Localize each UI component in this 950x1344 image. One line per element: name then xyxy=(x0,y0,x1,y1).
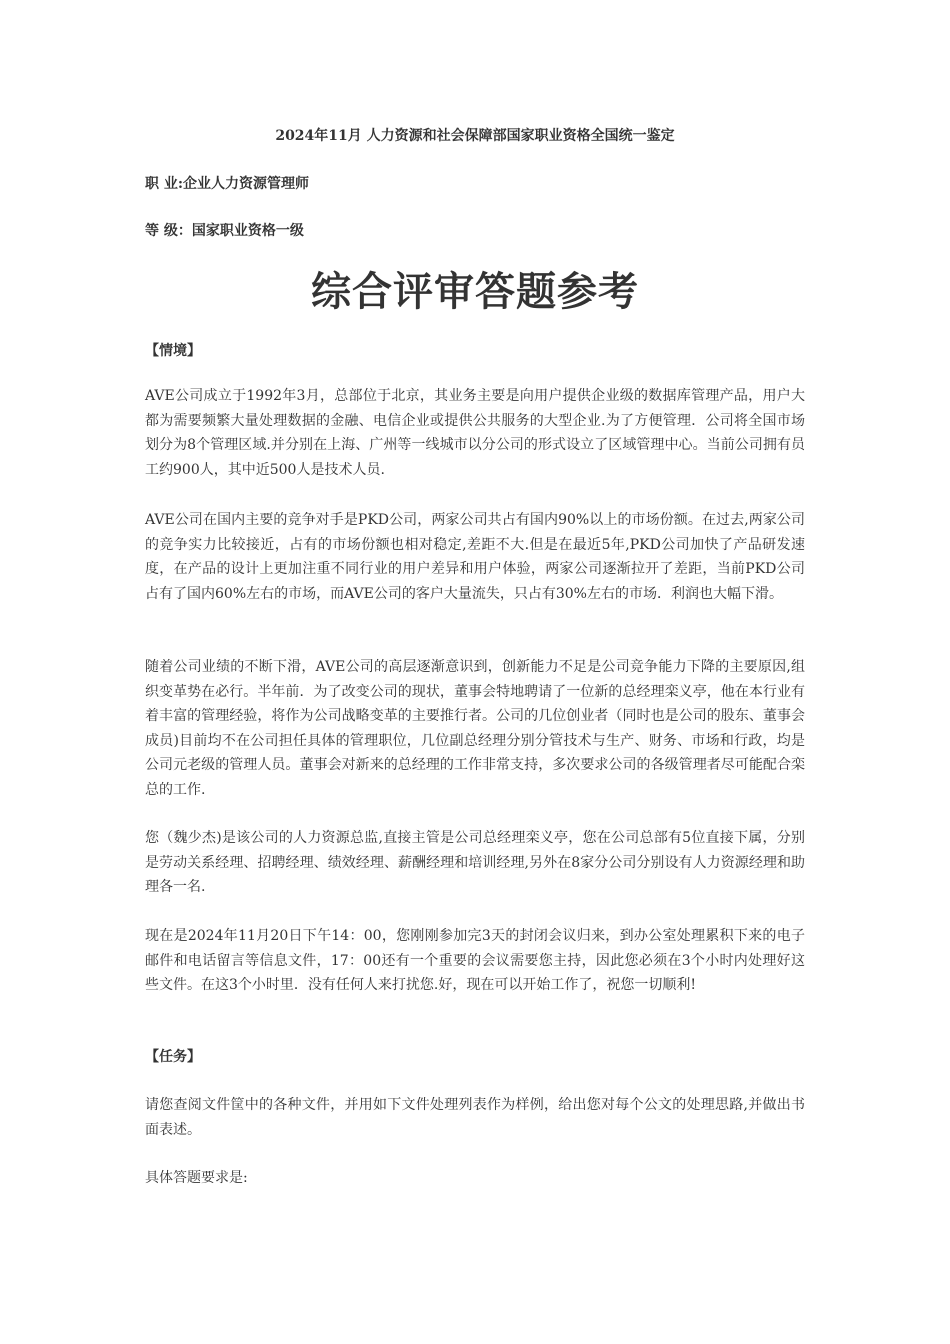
paragraph-competitor: AVE公司在国内主要的竞争对手是PKD公司，两家公司共占有国内90%以上的市场份额。在过去,两家公司的竞争实力比较接近，占有的市场份额也相对稳定,差距不大.但是在最近5年,PKD公司加快了产品研发速度，在产品的设计上更加注重不同行业的用户差异和用户体验，两家公司逐渐拉开了差距，当前PKD公司占有了国内60%左右的市场，而AVE公司的客户大量流失，只占有30%左右的市场．利润也大幅下滑。 xyxy=(145,512,805,602)
paragraph-company-background: AVE公司成立于1992年3月，总部位于北京，其业务主要是向用户提供企业级的数据库管理产品，用户大都为需要频繁大量处理数据的金融、电信企业或提供公共服务的大型企业.为了方便管理．公司将全国市场划分为8个管理区域.并分别在上海、广州等一线城市以分公司的形式设立了区域管理中心。当前公司拥有员工约900人，其中近500人是技术人员. xyxy=(145,388,805,478)
occupation-line: 职 业:企业人力资源管理师 xyxy=(145,176,310,192)
level-line: 等 级：国家职业资格一级 xyxy=(145,223,304,239)
exam-header-line: 2024年11月 人力资源和社会保障部国家职业资格全国统一鉴定 xyxy=(275,128,675,144)
paragraph-task-instruction: 请您查阅文件筐中的各种文件，并用如下文件处理列表作为样例，给出您对每个公文的处理思路,并做出书面表述。 xyxy=(145,1097,805,1138)
paragraph-organizational-change: 随着公司业绩的不断下滑，AVE公司的高层逐渐意识到，创新能力不足是公司竞争能力下降的主要原因,组织变革势在必行。半年前．为了改变公司的现状，董事会特地聘请了一位新的总经理栾义亭，他在本行业有着丰富的管理经验，将作为公司战略变革的主要推行者。公司的几位创业者（同时也是公司的股东、董事会成员)目前均不在公司担任具体的管理职位，几位副总经理分别分管技术与生产、财务、市场和行政，均是公司元老级的管理人员。董事会对新来的总经理的工作非常支持，多次要求公司的各级管理者尽可能配合栾总的工作. xyxy=(145,659,805,798)
page-title: 综合评审答题参考 xyxy=(311,268,639,315)
paragraph-your-role: 您（魏少杰)是该公司的人力资源总监,直接主管是公司总经理栾义亭，您在公司总部有5位直接下属，分别是劳动关系经理、招聘经理、绩效经理、薪酬经理和培训经理,另外在8家分公司分别设有人力资源经理和助理各一名. xyxy=(145,830,805,895)
paragraph-answer-requirements: 具体答题要求是: xyxy=(145,1170,248,1186)
paragraph-current-time: 现在是2024年11月20日下午14：00，您刚刚参加完3天的封闭会议归来，到办公室处理累积下来的电子邮件和电话留言等信息文件，17：00还有一个重要的会议需要您主持，因此您必须在3个小时内处理好这些文件。在这3个小时里．没有任何人来打扰您.好，现在可以开始工作了，祝您一切顺利! xyxy=(145,928,805,993)
situation-heading: 【情境】 xyxy=(145,343,201,359)
task-heading: 【任务】 xyxy=(145,1049,201,1065)
